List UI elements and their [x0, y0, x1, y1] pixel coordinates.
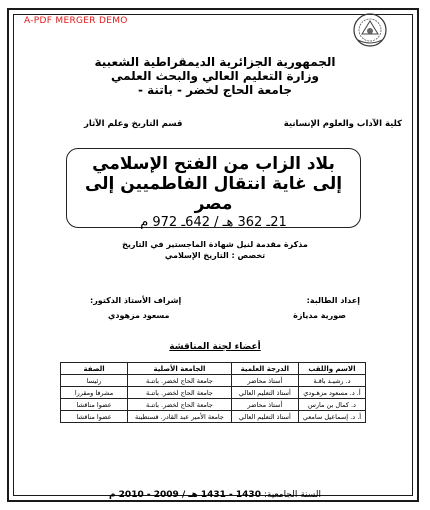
- member-role: عضوا مناقشا: [61, 411, 128, 423]
- university-emblem-icon: [352, 12, 388, 48]
- department-name: قسم التاريخ وعلم الآثار: [84, 119, 183, 129]
- col-header-name: الاسم واللقب: [298, 363, 365, 375]
- member-university: جامعة الحاج لخضر. باتنـة: [128, 387, 232, 399]
- col-header-university: الجامعة الأصلية: [128, 363, 232, 375]
- member-rank: أستاذ محاضر: [231, 399, 298, 411]
- thesis-specialty: تخصص : التاريخ الإسلامي: [164, 251, 266, 260]
- title-box: [66, 148, 361, 228]
- member-rank: أستاذ التعليم العالي: [231, 387, 298, 399]
- table-row: [61, 399, 366, 411]
- member-role: عضوا مناقشا: [61, 399, 128, 411]
- col-header-role: الصفة: [61, 363, 128, 375]
- watermark-text: A-PDF MERGER DEMO: [24, 16, 128, 26]
- member-name: د. رشيـد باقـة: [298, 375, 365, 387]
- university-name: جامعة الحاج لخضر - باتنة -: [137, 83, 293, 97]
- title-line-1: بلاد الزاب من الفتح الإسلامي: [92, 154, 335, 174]
- committee-title: أعضاء لجنة المناقشة: [169, 342, 261, 352]
- table-row: [61, 411, 366, 423]
- student-name: صورية مديازة: [293, 311, 346, 320]
- title-dates: 21ـ 362 هـ / 642ـ 972 م: [140, 215, 287, 230]
- member-university: جامعة الحاج لخضر. باتنـة: [128, 399, 232, 411]
- supervisor-name: مسعود مزهودي: [108, 311, 170, 320]
- member-name: د. كمال بن مارس: [298, 399, 365, 411]
- republic-name: الجمهورية الجزائرية الديمقراطية الشعبية: [94, 55, 336, 69]
- academic-year-label: السنة الجامعية:: [263, 490, 322, 500]
- supervisor-label: إشراف الأستاذ الدكتور:: [90, 296, 182, 305]
- college-name: كلية الآداب والعلوم الإنسانية: [283, 119, 402, 129]
- member-rank: أستاذ محاضر: [231, 375, 298, 387]
- member-role: مشرفا ومقررا: [61, 387, 128, 399]
- member-university: جامعة الأمير عبد القادر. قسنطينة: [128, 411, 232, 423]
- student-label: إعداد الطالبة:: [306, 296, 360, 305]
- member-rank: أستاذ التعليم العالي: [231, 411, 298, 423]
- academic-year: [0, 490, 430, 500]
- member-university: جامعة الحاج لخضر. باتنـة: [128, 375, 232, 387]
- ministry-name: وزارة التعليم العالي والبحث العلمي: [110, 69, 320, 83]
- member-name: أ. د. إسماعيل سامعي: [298, 411, 365, 423]
- table-row: [61, 387, 366, 399]
- table-row: [61, 375, 366, 387]
- thesis-note: مذكرة مقدمة لنيل شهادة الماجستير في التاريخ: [122, 240, 308, 249]
- member-name: أ. د. مسعود مزهـودي: [298, 387, 365, 399]
- academic-year-value: 1430 - 1431 هـ / 2009 - 2010 م: [108, 490, 261, 500]
- table-header-row: [61, 363, 366, 375]
- title-line-2: إلى غاية انتقال الفاطميين إلى مصر: [84, 174, 343, 214]
- committee-table: [60, 362, 366, 423]
- member-role: رئيسا: [61, 375, 128, 387]
- col-header-rank: الدرجة العلمية: [231, 363, 298, 375]
